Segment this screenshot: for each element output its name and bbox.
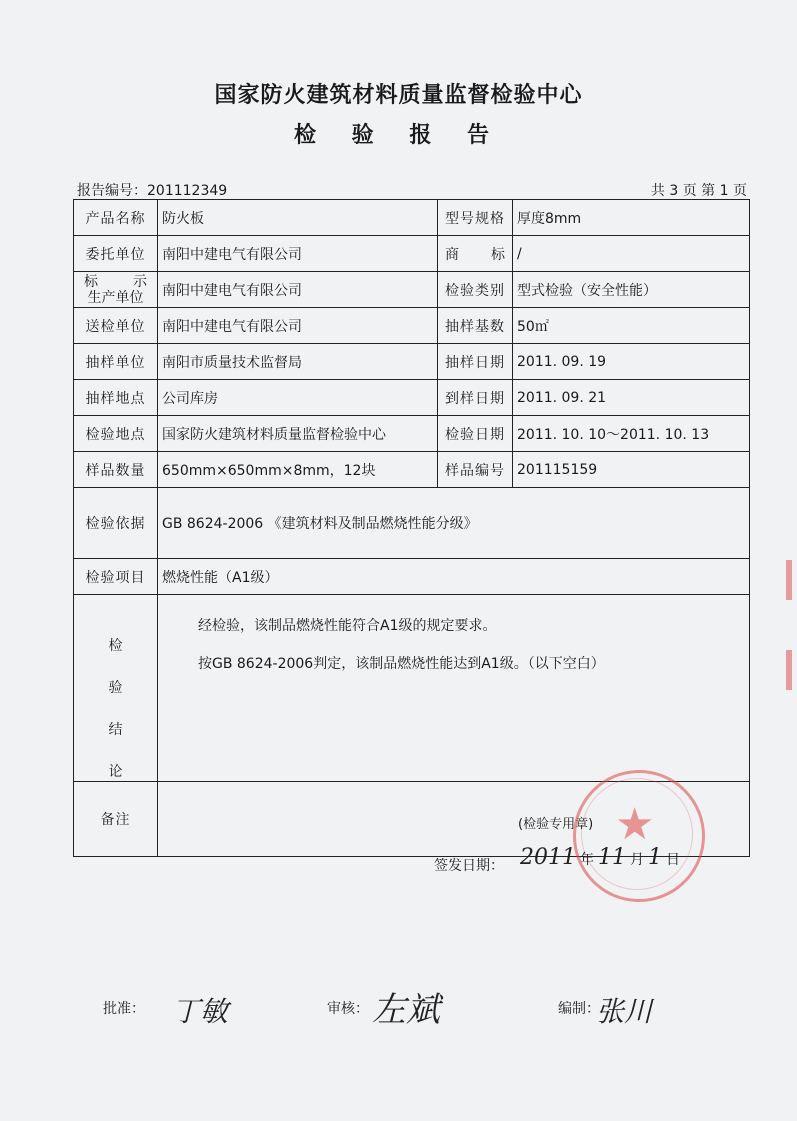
sample-date-value: 2011. 09. 19 <box>513 344 750 380</box>
table-row <box>74 308 750 344</box>
maker-label <box>74 272 158 308</box>
qty-value: 650mm×650mm×8mm，12块 <box>158 452 438 488</box>
product-name-label: 产品名称 <box>74 200 158 236</box>
brand-value: / <box>513 236 750 272</box>
maker-value: 南阳中建电气有限公司 <box>158 272 438 308</box>
edge-seal-mark <box>786 650 792 690</box>
conclusion-char: 结 <box>108 722 123 738</box>
table-row <box>74 380 750 416</box>
test-place-value: 国家防火建筑材料质量监督检验中心 <box>158 416 438 452</box>
issue-year: 2011 <box>520 845 576 870</box>
page-info: 共 3 页 第 1 页 <box>650 183 747 199</box>
sender-label: 送检单位 <box>74 308 158 344</box>
issue-date-label: 签发日期： <box>434 858 504 874</box>
table-row <box>74 344 750 380</box>
conclusion-char: 论 <box>108 764 123 780</box>
stamp-text: (检验专用章) <box>518 817 594 832</box>
test-place-label: 检验地点 <box>74 416 158 452</box>
table-row <box>74 416 750 452</box>
star-icon: ★ <box>615 799 655 850</box>
conclusion-char: 验 <box>108 680 123 696</box>
org-title: 国家防火建筑材料质量监督检验中心 <box>214 83 583 108</box>
table-row <box>74 200 750 236</box>
table-row <box>74 488 750 559</box>
sampler-value: 南阳市质量技术监督局 <box>158 344 438 380</box>
conclusion-label <box>74 595 158 782</box>
compile-signature: 张川 <box>596 995 653 1028</box>
item-value: 燃烧性能（A1级） <box>158 559 750 595</box>
product-name-value: 防火板 <box>158 200 438 236</box>
table-row <box>74 452 750 488</box>
arrive-date-value: 2011. 09. 21 <box>513 380 750 416</box>
sample-date-label: 抽样日期 <box>438 344 513 380</box>
qty-label: 样品数量 <box>74 452 158 488</box>
report-number: 报告编号：201112349 <box>77 183 228 199</box>
model-value: 厚度8mm <box>513 200 750 236</box>
brand-label <box>438 236 513 272</box>
client-label: 委托单位 <box>74 236 158 272</box>
base-value: 50㎡ <box>513 308 750 344</box>
maker-label-b: 示 <box>133 273 147 290</box>
sender-value: 南阳中建电气有限公司 <box>158 308 438 344</box>
doc-title: 检 验 报 告 <box>294 123 503 148</box>
type-value: 型式检验（安全性能） <box>513 272 750 308</box>
edge-seal-mark <box>786 560 792 600</box>
item-label: 检验项目 <box>74 559 158 595</box>
report-table <box>73 199 750 874</box>
issue-date-handwritten <box>520 845 684 870</box>
review-label: 审核： <box>327 1001 369 1017</box>
sample-no-label: 样品编号 <box>438 452 513 488</box>
basis-value: GB 8624-2006 《建筑材料及制品燃烧性能分级》 <box>158 488 750 559</box>
table-row <box>74 559 750 595</box>
month-unit: 月 <box>630 852 644 868</box>
brand-label-b: 标 <box>491 246 505 263</box>
sample-no-value: 201115159 <box>513 452 750 488</box>
conclusion-body <box>158 595 750 874</box>
model-label: 型号规格 <box>438 200 513 236</box>
maker-label-a: 标 <box>84 273 98 290</box>
conclusion-char: 检 <box>108 638 123 654</box>
conclusion-line-1: 经检验，该制品燃烧性能符合A1级的规定要求。 <box>198 618 497 634</box>
conclusion-line-2: 按GB 8624-2006判定，该制品燃烧性能达到A1级。（以下空白） <box>198 656 605 672</box>
maker-label-c: 生产单位 <box>87 289 144 306</box>
test-date-label: 检验日期 <box>438 416 513 452</box>
type-label: 检验类别 <box>438 272 513 308</box>
issue-month: 11 <box>598 845 626 870</box>
remark-label: 备注 <box>74 782 158 857</box>
client-value: 南阳中建电气有限公司 <box>158 236 438 272</box>
base-label: 抽样基数 <box>438 308 513 344</box>
test-date-value: 2011. 10. 10～2011. 10. 13 <box>513 416 750 452</box>
brand-label-a: 商 <box>445 246 459 263</box>
approve-signature: 丁敏 <box>172 995 229 1028</box>
table-row <box>74 236 750 272</box>
issue-day: 1 <box>648 845 662 870</box>
day-unit: 日 <box>666 852 680 868</box>
year-unit: 年 <box>580 852 594 868</box>
sample-place-label: 抽样地点 <box>74 380 158 416</box>
table-row <box>74 595 750 782</box>
inspection-seal <box>573 770 705 902</box>
table-row <box>74 272 750 308</box>
compile-label: 编制： <box>558 1001 600 1017</box>
sample-place-value: 公司库房 <box>158 380 438 416</box>
sampler-label: 抽样单位 <box>74 344 158 380</box>
review-signature: 左斌 <box>372 990 440 1030</box>
approve-label: 批准： <box>103 1001 145 1017</box>
basis-label: 检验依据 <box>74 488 158 559</box>
arrive-date-label: 到样日期 <box>438 380 513 416</box>
